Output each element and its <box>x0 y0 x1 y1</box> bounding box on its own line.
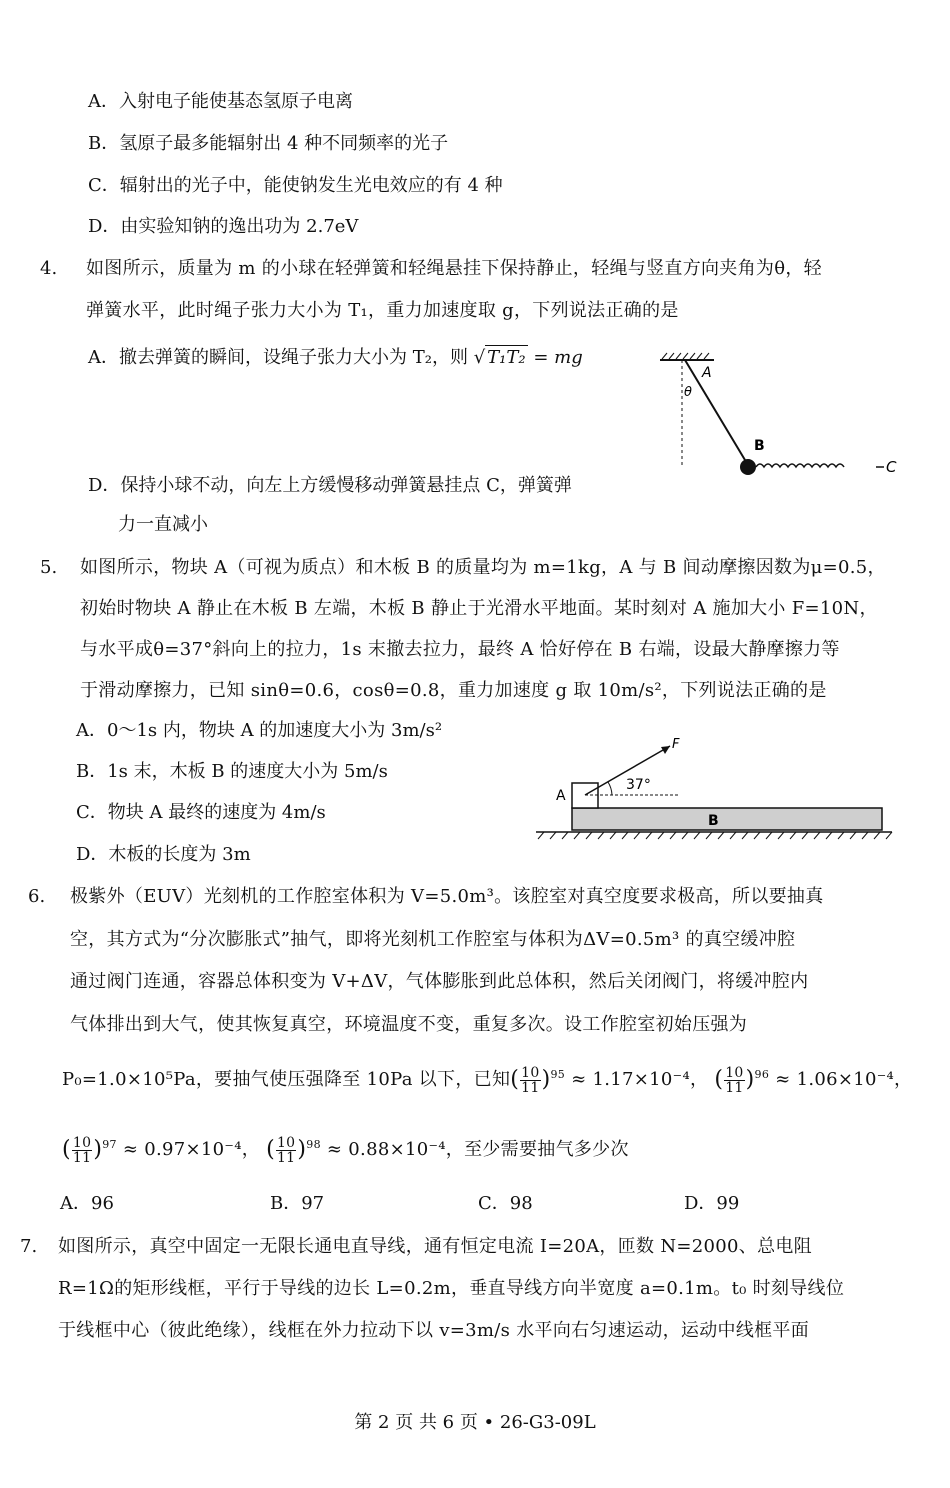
q4-number: 4. <box>40 258 58 279</box>
q7-stem-line3: 于线框中心（彼此绝缘），线框在外力拉动下以 v=3m/s 水平向右匀速运动，运动中线框平面 <box>58 1320 810 1341</box>
q7-stem-line2: R=1Ω的矩形线框，平行于导线的边长 L=0.2m，垂直导线方向半宽度 a=0.1m。t₀ 时刻导线位 <box>58 1278 845 1299</box>
q6-stem-line6: ( $\frac{10}{11}$ )$^{97}$ ≈ 0.97×10⁻⁴， ( $\frac{10}{11}$ )$^{98}$ ≈ 0.88×10⁻⁴，至少需要抽气多少次 <box>62 1134 629 1166</box>
q6-stem-line3: 通过阀门连通，容器总体积变为 V+ΔV，气体膨胀到此总体积，然后关闭阀门，将缓冲腔内 <box>70 971 809 992</box>
q6-value-98: ≈ 0.88×10⁻⁴，至少需要抽气多少次 <box>320 1139 629 1160</box>
q5-figure <box>530 736 900 842</box>
q6-value-97: ≈ 0.97×10⁻⁴， <box>116 1139 261 1160</box>
q4-fig-label-c: C <box>886 458 897 476</box>
q6-fraction-95: $\frac{10}{11}$ <box>521 1064 540 1096</box>
q5-option-d: D．木板的长度为 3m <box>76 844 251 865</box>
page-footer: 第 2 页 共 6 页 • 26-G3-09L <box>354 1412 596 1433</box>
q3-option-d: D．由实验知钠的逸出功为 2.7eV <box>88 216 359 237</box>
q7-stem-line1: 如图所示，真空中固定一无限长通电直导线，通有恒定电流 I=20A，匝数 N=2000、总电阻 <box>58 1236 812 1257</box>
q4-option-a-sqrt: T₁T₂ <box>487 347 526 368</box>
q6-option-d: D．99 <box>684 1193 740 1214</box>
q5-fig-label-f: F <box>672 737 680 752</box>
q5-fig-label-a: A <box>556 788 566 804</box>
q6-fraction-98: $\frac{10}{11}$ <box>276 1134 296 1166</box>
q5-fig-label-b: B <box>708 813 719 829</box>
q7-number: 7. <box>20 1236 38 1257</box>
q4-fig-label-theta: θ <box>684 385 692 400</box>
q5-option-b: B．1s 末，木板 B 的速度大小为 5m/s <box>76 761 388 782</box>
q5-number: 5. <box>40 557 58 578</box>
q6-option-c: C．98 <box>478 1193 533 1214</box>
q5-stem-line3: 与水平成θ=37°斜向上的拉力，1s 末撤去拉力，最终 A 恰好停在 B 右端，设最大静摩擦力等 <box>80 639 840 660</box>
q6-stem-line1: 极紫外（EUV）光刻机的工作腔室体积为 V=5.0m³。该腔室对真空度要求极高，所以要抽真 <box>70 886 824 907</box>
q6-fraction-96: $\frac{10}{11}$ <box>725 1064 744 1096</box>
q6-stem-line5: P₀=1.0×10⁵Pa，要抽气使压强降至 10Pa 以下，已知( $\frac{10}{11}$ )$^{95}$ ≈ 1.17×10⁻⁴， ( $\frac{10}{11}$ )$^{96}$ ≈ 1.06×10⁻⁴， <box>62 1064 913 1096</box>
q3-option-c: C．辐射出的光子中，能使钠发生光电效应的有 4 种 <box>88 175 503 196</box>
q6-value-96: ≈ 1.06×10⁻⁴， <box>769 1069 913 1090</box>
q4-option-a-suffix: = mg <box>527 347 583 368</box>
q5-fig-label-angle: 37° <box>626 777 651 793</box>
q4-option-a: A．撤去弹簧的瞬间，设绳子张力大小为 T₂，则 √ T₁T₂ = mg <box>88 347 583 368</box>
q4-option-d-line2: 力一直减小 <box>118 514 208 535</box>
q5-option-c: C．物块 A 最终的速度为 4m/s <box>76 802 326 823</box>
q6-stem-line4: 气体排出到大气，使其恢复真空，环境温度不变，重复多次。设工作腔室初始压强为 <box>70 1014 748 1035</box>
q6-stem-line2: 空，其方式为“分次膨胀式”抽气，即将光刻机工作腔室与体积为ΔV=0.5m³ 的真空缓冲腔 <box>70 929 796 950</box>
q4-fig-label-a: A <box>702 365 712 381</box>
q5-stem-line4: 于滑动摩擦力，已知 sinθ=0.6，cosθ=0.8，重力加速度 g 取 10m/s²，下列说法正确的是 <box>80 680 827 701</box>
q3-option-b: B．氢原子最多能辐射出 4 种不同频率的光子 <box>88 133 449 154</box>
q6-option-b: B．97 <box>270 1193 325 1214</box>
q4-figure <box>650 350 910 480</box>
q4-option-a-prefix: A．撤去弹簧的瞬间，设绳子张力大小为 T₂，则 <box>88 347 468 368</box>
q6-option-a: A．96 <box>60 1193 114 1214</box>
q4-stem-line1: 如图所示，质量为 m 的小球在轻弹簧和轻绳悬挂下保持静止，轻绳与竖直方向夹角为θ，轻 <box>86 258 822 279</box>
q6-number: 6. <box>28 886 46 907</box>
q5-stem-line2: 初始时物块 A 静止在木板 B 左端，木板 B 静止于光滑水平地面。某时刻对 A 施加大小 F=10N， <box>80 598 878 619</box>
q4-stem-line2: 弹簧水平，此时绳子张力大小为 T₁，重力加速度取 g，下列说法正确的是 <box>86 300 679 321</box>
q5-option-a: A．0～1s 内，物块 A 的加速度大小为 3m/s² <box>76 720 443 741</box>
q6-fraction-97: $\frac{10}{11}$ <box>72 1134 92 1166</box>
q5-stem-line1: 如图所示，物块 A（可视为质点）和木板 B 的质量均为 m=1kg，A 与 B 间动摩擦因数为μ=0.5， <box>80 557 886 578</box>
q3-option-a: A．入射电子能使基态氢原子电离 <box>88 91 353 112</box>
q4-option-d-line1: D．保持小球不动，向左上方缓慢移动弹簧悬挂点 C，弹簧弹 <box>88 475 572 496</box>
q4-fig-label-b: B <box>754 438 765 454</box>
q6-line5-prefix: P₀=1.0×10⁵Pa，要抽气使压强降至 10Pa 以下，已知 <box>62 1069 511 1090</box>
q6-value-95: ≈ 1.17×10⁻⁴， <box>565 1069 709 1090</box>
